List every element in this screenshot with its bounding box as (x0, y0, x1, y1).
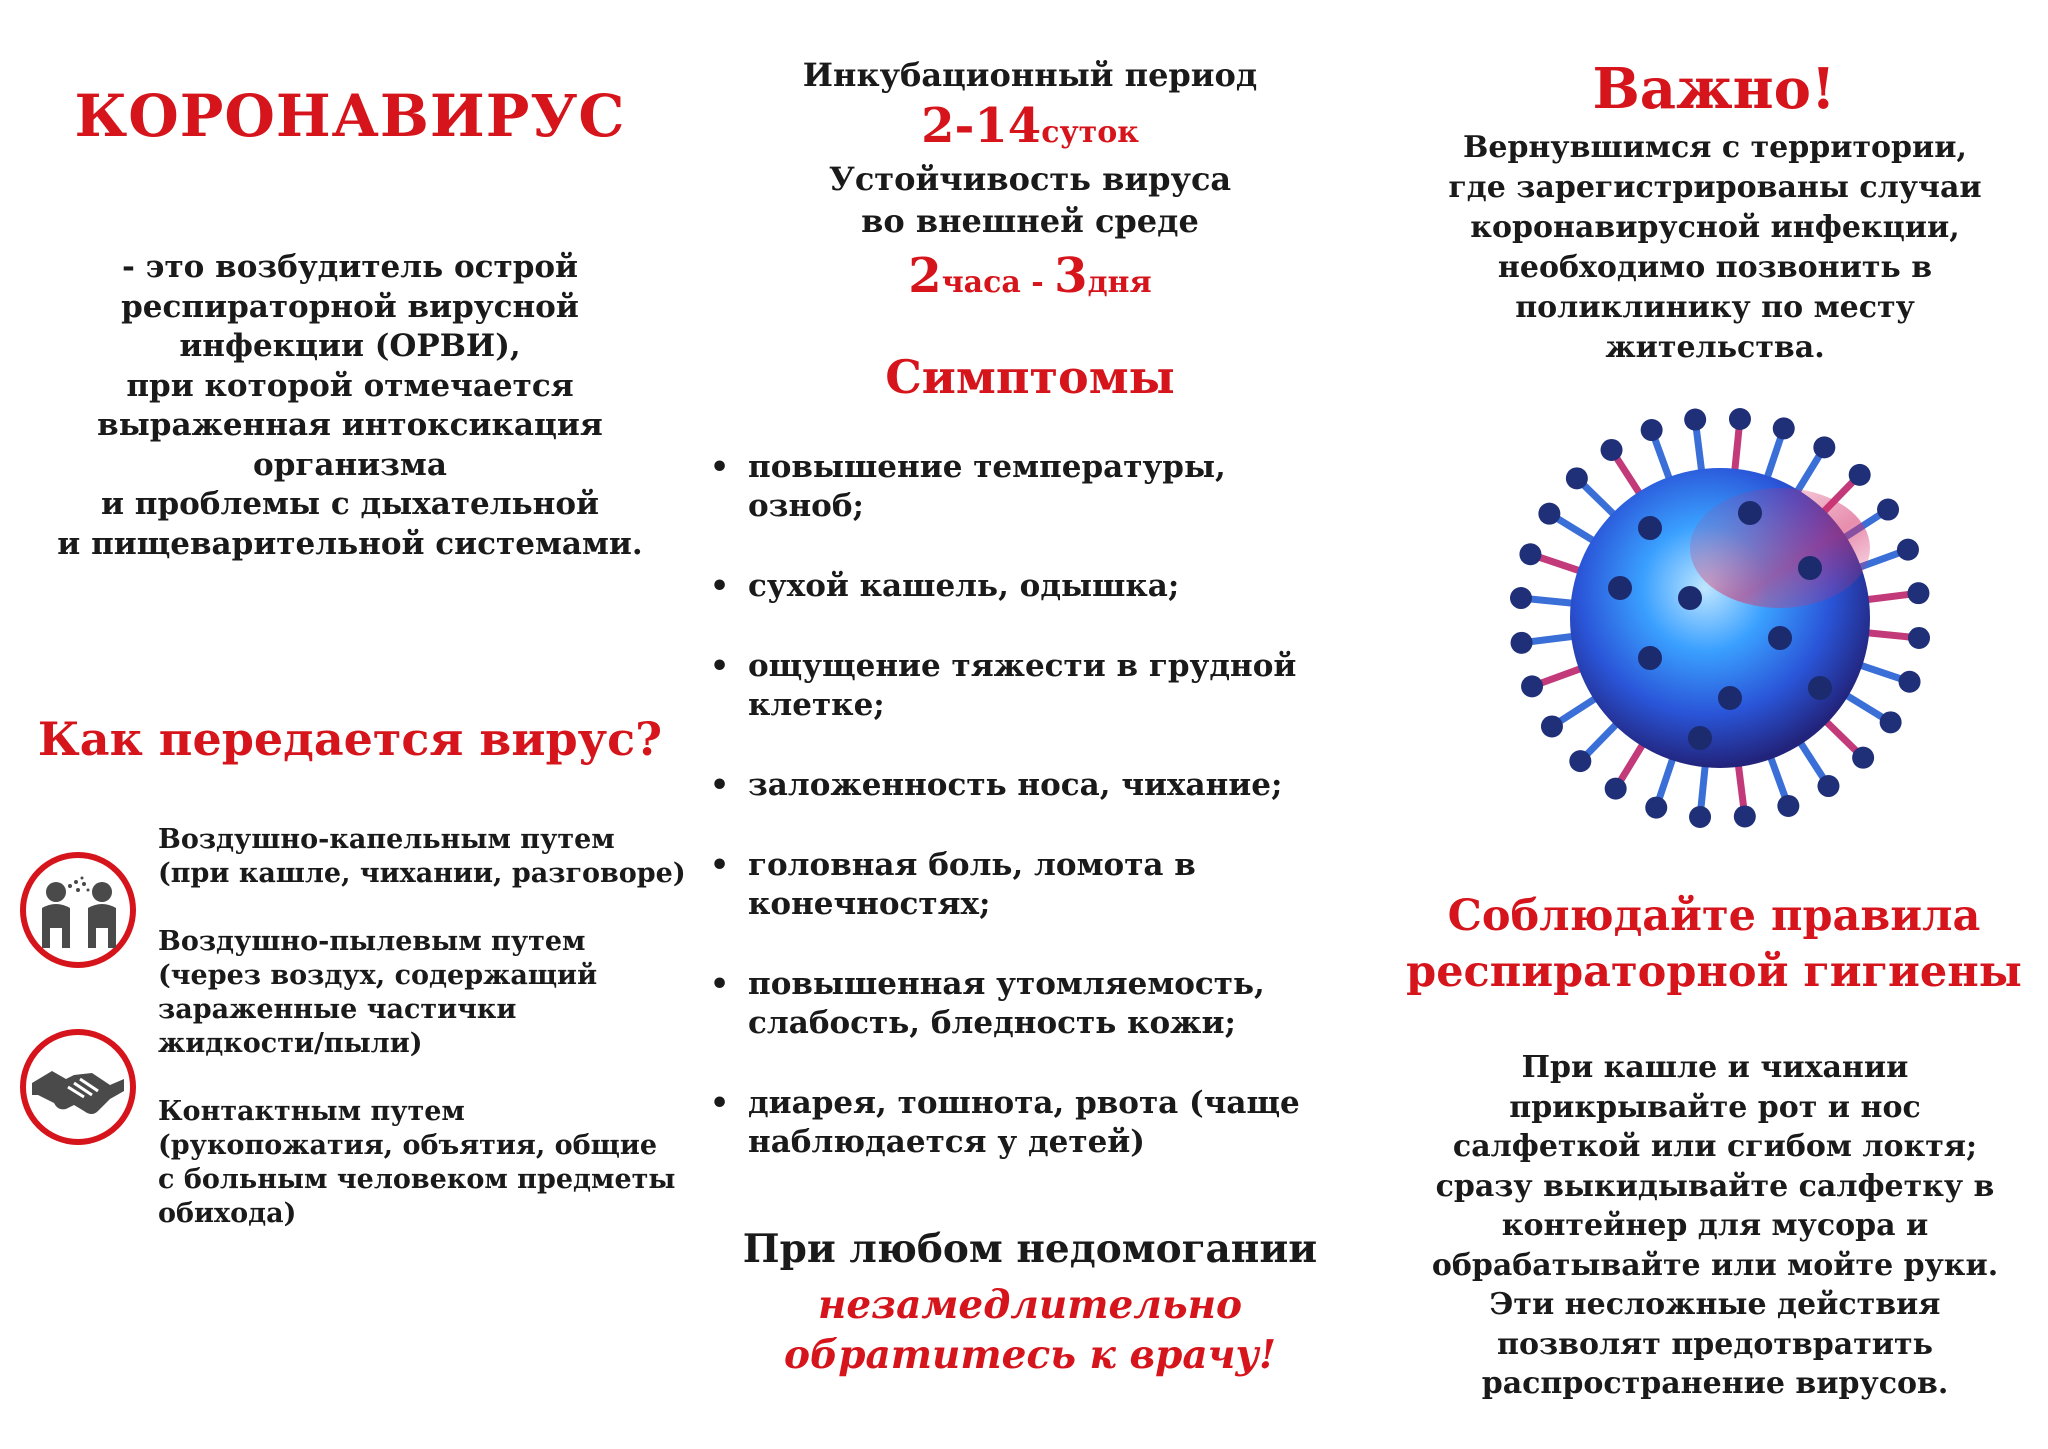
virus-spike-head (1519, 543, 1541, 565)
hygiene-text: При кашле и чихании прикрывайте рот и нос салфеткой или сгибом локтя; сразу выкидывайте салфетку в контейнер для мусора и обрабатывайте или мойте руки. Эти несложные действия позволят предотвратить распространение вирусов. (1431, 1050, 1999, 1401)
symptom-item: • сухой кашель, одышка; (708, 567, 1348, 606)
important-text: Вернувшимся с территории, где зарегистрированы случаи коронавирусной инфекции, необходимо позвонить в поликлинику по месту жительства. (1448, 130, 1982, 365)
transmission-airborne-dust: Воздушно-пылевым путем (через воздух, содержащий зараженные частички жидкости/пыли) (158, 926, 598, 1059)
virus-spike-head (1849, 464, 1871, 486)
virus-spike-head (1729, 408, 1751, 430)
virus-spike-head (1541, 715, 1563, 737)
virus-spike-head (1877, 499, 1899, 521)
symptom-item: • повышенная утомляемость, слабость, бледность кожи; (708, 965, 1348, 1043)
incubation-value (700, 98, 1360, 154)
resistance-number-2: 3 (1054, 248, 1088, 304)
symptom-item: • повышение температуры, озноб; (708, 448, 1348, 526)
incubation-number: 2-14 (921, 98, 1042, 154)
resistance-value (700, 248, 1360, 304)
malaise-text: При любом недомогании (742, 1226, 1318, 1272)
symptom-list (708, 448, 1348, 1203)
virus-spike-head (1521, 675, 1543, 697)
virus-spike-head (1645, 797, 1667, 819)
virus-spike-head (1641, 419, 1663, 441)
virus-spike-head (1684, 409, 1706, 431)
virus-surface-protein (1738, 501, 1762, 525)
virus-spike-head (1813, 436, 1835, 458)
virus-spike-head (1908, 627, 1930, 649)
virus-spike-head (1899, 671, 1921, 693)
virus-surface-protein (1638, 516, 1662, 540)
virus-spike-head (1773, 417, 1795, 439)
coronavirus-icon (1500, 398, 1940, 838)
virus-spike-head (1817, 775, 1839, 797)
virus-spike-head (1510, 587, 1532, 609)
page-title: КОРОНАВИРУС (74, 82, 626, 150)
symptom-item: • головная боль, ломота в конечностях; (708, 846, 1348, 924)
incubation-label: Инкубационный период (802, 56, 1258, 94)
virus-spike-head (1601, 439, 1623, 461)
resistance-label: Устойчивость вируса во внешней среде (828, 160, 1232, 240)
hygiene-title: Соблюдайте правила респираторной гигиены (1406, 891, 2022, 997)
virus-surface-protein (1638, 646, 1662, 670)
important-title: Важно! (1592, 56, 1836, 122)
virus-spike-head (1538, 503, 1560, 525)
transmission-contact: Контактным путем (рукопожатия, объятия, общие с больным человеком предметы обихода) (158, 1096, 676, 1229)
virus-spike-head (1569, 750, 1591, 772)
virus-spike-head (1605, 778, 1627, 800)
resistance-unit-2: дня (1087, 265, 1152, 300)
transmission-airborne-droplet: Воздушно-капельным путем (при кашле, чихании, разговоре) (158, 824, 686, 889)
resistance-separator: - (1020, 265, 1055, 300)
virus-spike-head (1777, 795, 1799, 817)
resistance-unit-1: часа (941, 265, 1021, 300)
symptom-item: • ощущение тяжести в грудной клетке; (708, 647, 1348, 725)
virus-surface-protein (1678, 586, 1702, 610)
resistance-number-1: 2 (908, 248, 942, 304)
virus-spike-head (1852, 747, 1874, 769)
virus-surface-protein (1608, 576, 1632, 600)
virus-surface-protein (1718, 686, 1742, 710)
virus-spike-head (1689, 806, 1711, 828)
virus-surface-protein (1798, 556, 1822, 580)
virus-spike-head (1734, 805, 1756, 827)
virus-spike-head (1907, 582, 1929, 604)
incubation-unit: суток (1041, 115, 1139, 150)
virus-definition: - это возбудитель острой респираторной вирусной инфекции (ОРВИ), при которой отмечается выраженная интоксикация организма и проблемы с дыхательной и пищеварительной системами. (57, 249, 643, 562)
symptom-item: • заложенность носа, чихание; (708, 766, 1348, 805)
transmission-title: Как передается вирус? (37, 712, 663, 766)
virus-surface-protein (1688, 726, 1712, 750)
urgent-doctor-text: незамедлительно обратитесь к врачу! (784, 1282, 1276, 1378)
symptom-item: • диарея, тошнота, рвота (чаще наблюдается у детей) (708, 1084, 1348, 1162)
virus-spike-head (1566, 467, 1588, 489)
virus-surface-protein (1808, 676, 1832, 700)
virus-spike-head (1880, 711, 1902, 733)
sneeze-person-icon (18, 850, 138, 970)
virus-spike-head (1897, 539, 1919, 561)
virus-surface-protein (1768, 626, 1792, 650)
virus-spike-head (1511, 632, 1533, 654)
handshake-icon (18, 1027, 138, 1147)
symptoms-title: Симптомы (885, 350, 1175, 404)
